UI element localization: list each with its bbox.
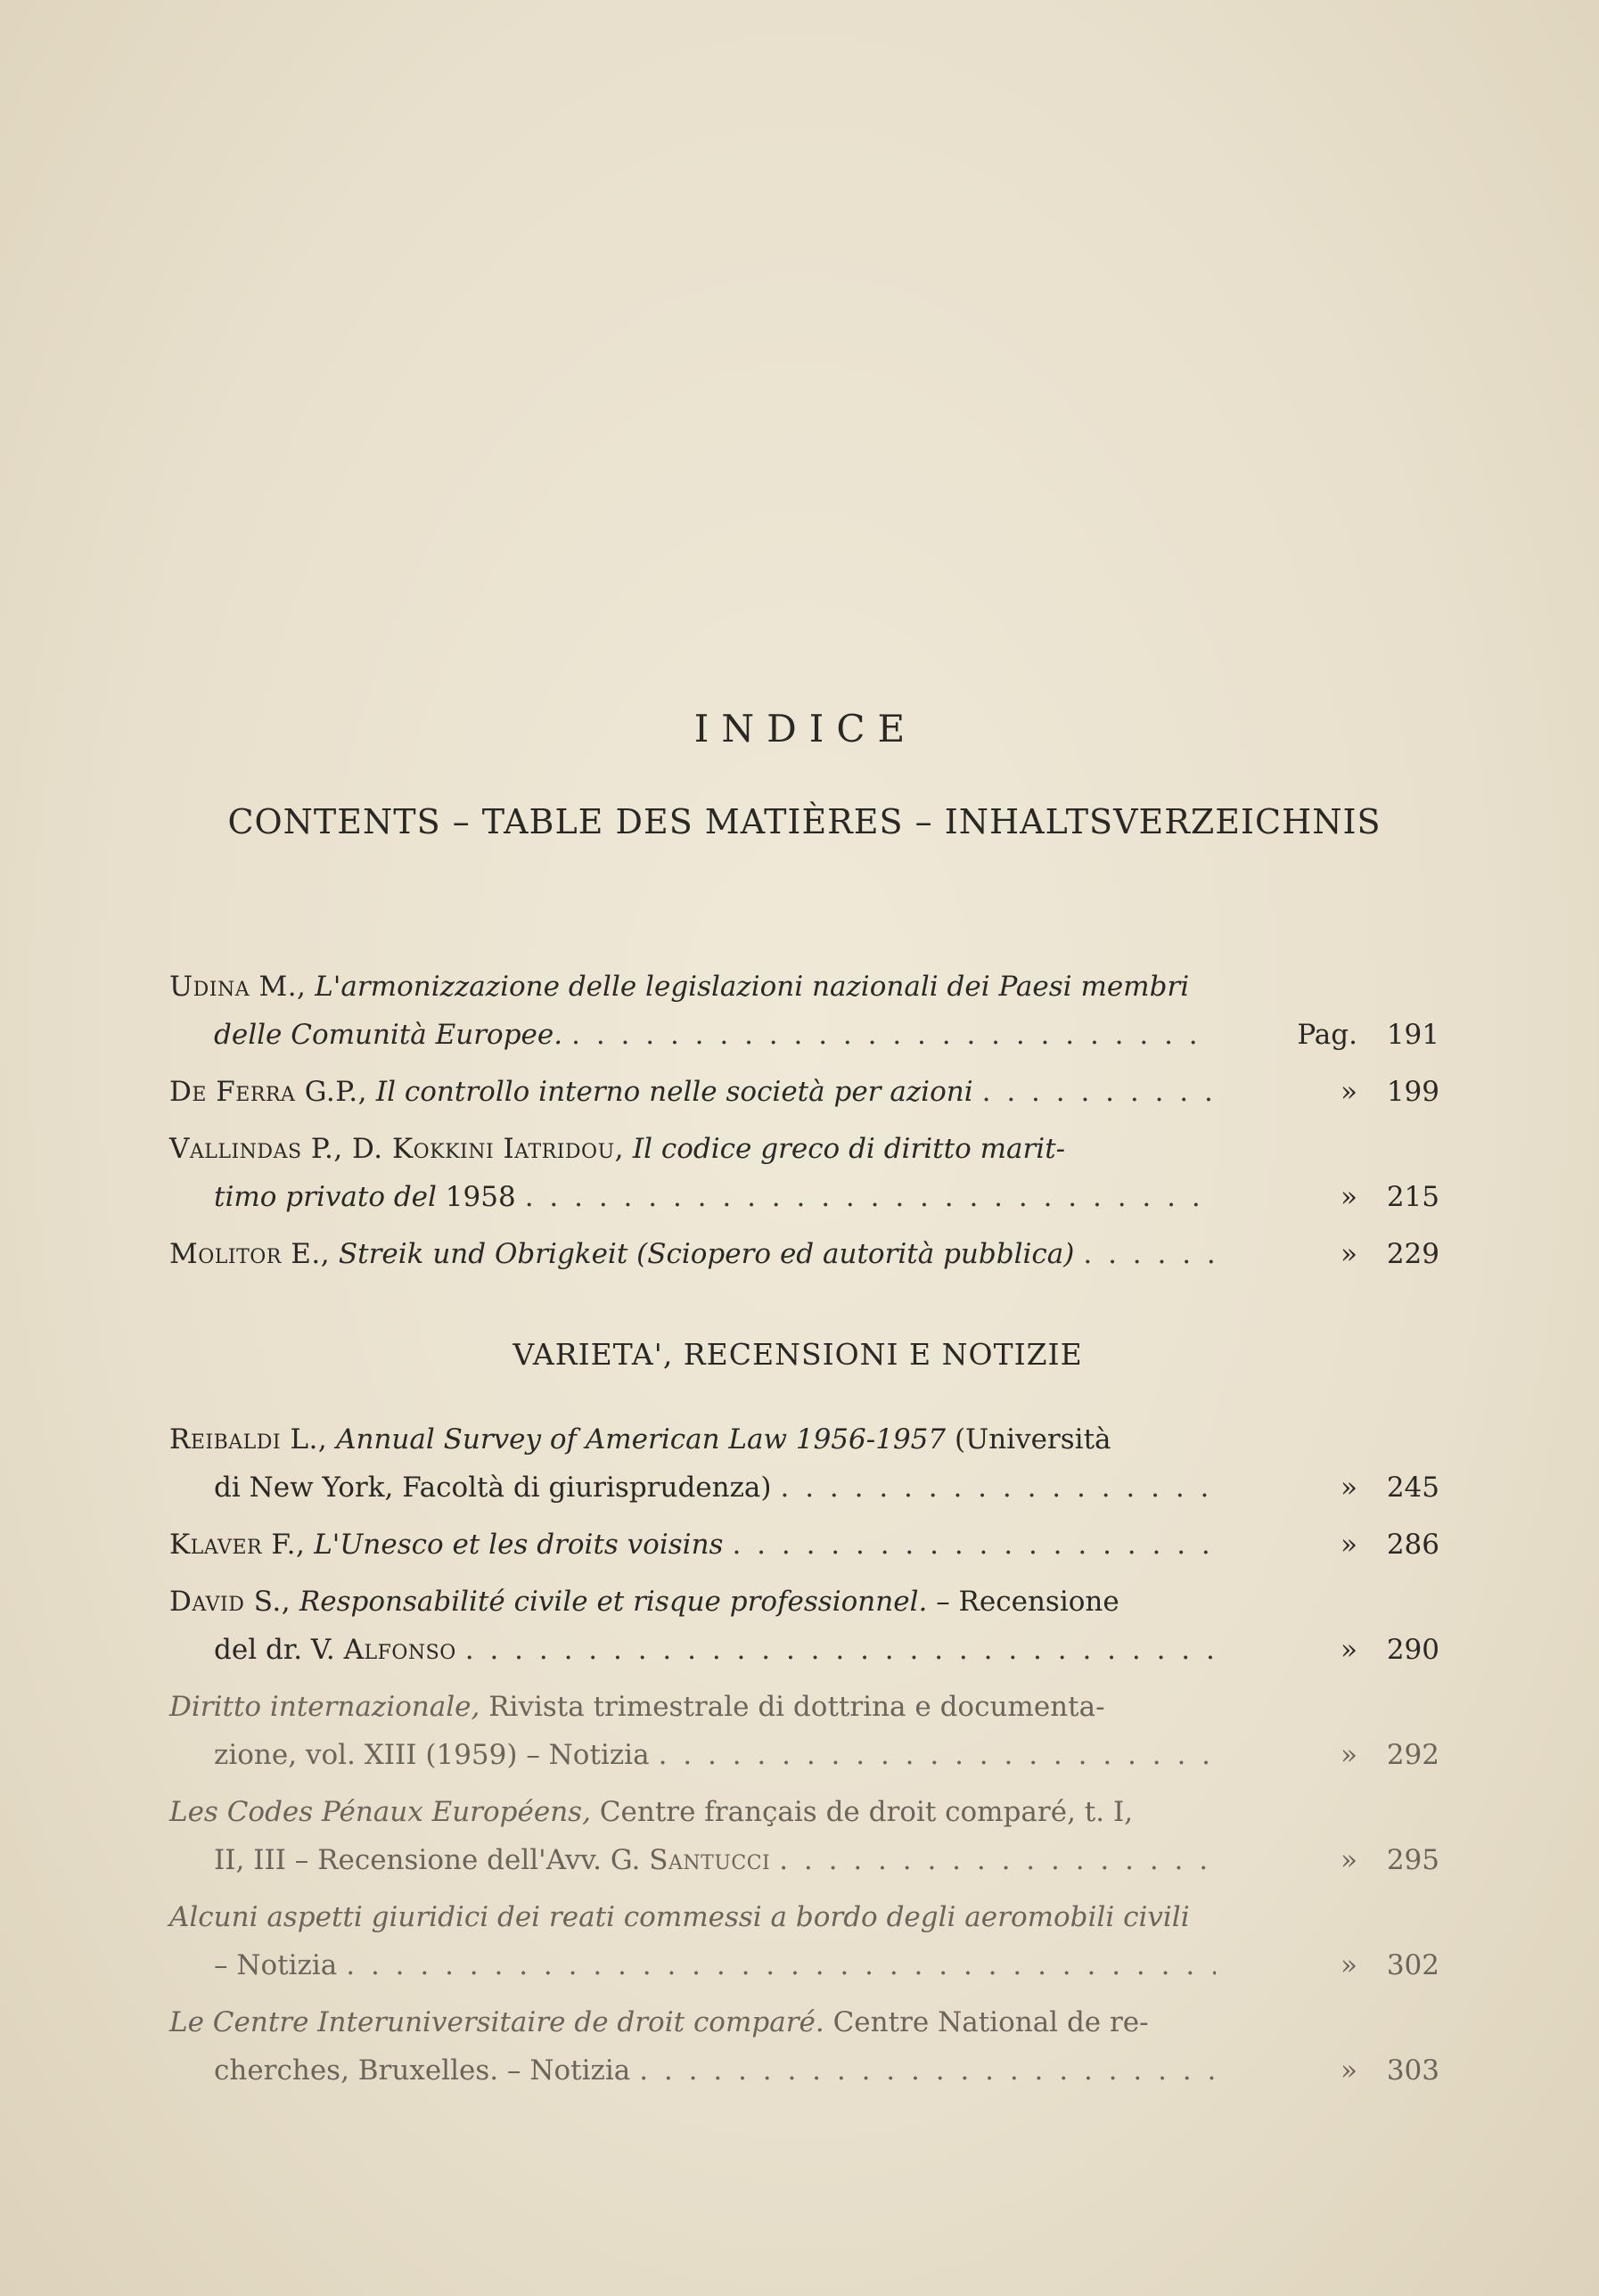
page-number: 302 (1386, 1949, 1439, 1981)
entry-author: David S., (169, 1586, 291, 1618)
entry-author: Reibaldi L., (169, 1423, 328, 1456)
toc-entry-molitor[interactable] (169, 1230, 1439, 1278)
articles-list (169, 963, 1439, 1278)
entry-title-cont: delle Comunità Europee. (214, 1019, 563, 1051)
reviewer-name: Santucci (649, 1844, 771, 1876)
entry-title: L'armonizzazione delle legislazioni nazionali dei Paesi membri (315, 971, 1190, 1003)
entry-detail: Rivista trimestrale di dottrina e documenta- (488, 1691, 1105, 1723)
entry-title-cont: timo privato del (214, 1181, 437, 1213)
entry-title: Le Centre Interuniversitaire de droit comparé. (169, 2006, 824, 2038)
entry-title: Streik und Obrigkeit (338, 1238, 628, 1270)
entry-author: Molitor E., (169, 1238, 331, 1270)
ditto-mark: » (1341, 1844, 1357, 1876)
page-number: 199 (1386, 1076, 1439, 1108)
page-number: 215 (1386, 1181, 1439, 1213)
toc-entry-centre-interuniversitaire[interactable] (169, 1998, 1439, 2095)
toc-entry-david[interactable] (169, 1578, 1439, 1674)
entry-year: 1958 (445, 1181, 516, 1213)
leader-dots (659, 1731, 1216, 1779)
entry-title: Annual Survey of American Law 1956-1957 (336, 1423, 947, 1456)
reviewer-name: Alfonso (343, 1634, 456, 1666)
page-number: 303 (1386, 2054, 1439, 2087)
entry-title: Il codice greco di diritto marit- (632, 1133, 1066, 1165)
toc-entry-reibaldi[interactable] (169, 1415, 1439, 1512)
toc-entry-klaver[interactable] (169, 1521, 1439, 1569)
leader-dots (465, 1626, 1216, 1674)
ditto-mark: » (1341, 1238, 1357, 1270)
ditto-mark: » (1341, 1949, 1357, 1981)
leader-dots (779, 1836, 1216, 1884)
entry-author: Vallindas P., D. Kokkini Iatridou, (169, 1133, 624, 1165)
ditto-mark: » (1341, 2054, 1357, 2087)
leader-dots (982, 1068, 1216, 1116)
toc-entry-udina[interactable] (169, 963, 1439, 1059)
leader-dots (781, 1464, 1216, 1512)
leader-dots (571, 1011, 1216, 1059)
leader-dots (525, 1173, 1216, 1221)
entry-detail: – Recensione (936, 1586, 1119, 1618)
entry-title: Responsabilité civile et risque professionnel. (299, 1586, 928, 1618)
ditto-mark: » (1341, 1739, 1357, 1771)
toc-entry-codes-penaux[interactable] (169, 1788, 1439, 1884)
page-number: 292 (1386, 1739, 1439, 1771)
page-prefix: Pag. (1297, 1019, 1357, 1051)
reviews-list (169, 1415, 1439, 2095)
entry-detail-cont: II, III – Recensione dell'Avv. G. (214, 1844, 641, 1876)
entry-detail-cont: del dr. V. (214, 1634, 335, 1666)
toc-entry-vallindas[interactable] (169, 1125, 1439, 1221)
toc-entry-de-ferra[interactable] (169, 1068, 1439, 1116)
toc-entry-aeromobili[interactable] (169, 1893, 1439, 1989)
ditto-mark: » (1341, 1472, 1357, 1504)
entry-detail: (Università (954, 1423, 1111, 1456)
entry-title: Il controllo interno nelle società per azioni (375, 1076, 973, 1108)
page-subtitle: CONTENTS – TABLE DES MATIÈRES – INHALTSVERZEICHNIS (227, 802, 1382, 841)
ditto-mark: » (1341, 1181, 1357, 1213)
entry-detail: Centre français de droit comparé, t. I, (599, 1796, 1134, 1828)
page-number: 245 (1386, 1472, 1439, 1504)
entry-title: Les Codes Pénaux Européens, (169, 1796, 591, 1828)
ditto-mark: » (1341, 1529, 1357, 1561)
page-number: 191 (1386, 1019, 1439, 1051)
leader-dots (639, 2046, 1216, 2095)
entry-detail-cont: – Notizia (214, 1949, 338, 1981)
entry-detail: Centre National de re- (832, 2006, 1149, 2038)
entry-author: De Ferra G.P., (169, 1076, 368, 1108)
ditto-mark: » (1341, 1076, 1357, 1108)
page-number: 290 (1386, 1634, 1439, 1666)
leader-dots (346, 1941, 1216, 1989)
entry-title: Alcuni aspetti giuridici dei reati commessi a bordo degli aeromobili civili (169, 1901, 1190, 1933)
entry-note: (Sciopero ed autorità pubblica) (636, 1238, 1075, 1270)
leader-dots (732, 1521, 1216, 1569)
page-title: INDICE (693, 707, 918, 750)
page-number: 286 (1386, 1529, 1439, 1561)
page-number: 295 (1386, 1844, 1439, 1876)
section-heading: VARIETA', RECENSIONI E NOTIZIE (512, 1337, 1083, 1372)
entry-detail-cont: di New York, Facoltà di giurisprudenza) (214, 1472, 772, 1504)
entry-detail-cont: cherches, Bruxelles. – Notizia (214, 2054, 631, 2087)
entry-author: Klaver F., (169, 1529, 306, 1561)
leader-dots (1083, 1230, 1216, 1278)
entry-title: Diritto internazionale, (169, 1691, 480, 1723)
entry-title: L'Unesco et les droits voisins (314, 1529, 724, 1561)
ditto-mark: » (1341, 1634, 1357, 1666)
page-number: 229 (1386, 1238, 1439, 1270)
toc-entry-diritto-internazionale[interactable] (169, 1683, 1439, 1779)
entry-author: Udina M., (169, 971, 307, 1003)
entry-detail-cont: zione, vol. XIII (1959) – Notizia (214, 1739, 650, 1771)
